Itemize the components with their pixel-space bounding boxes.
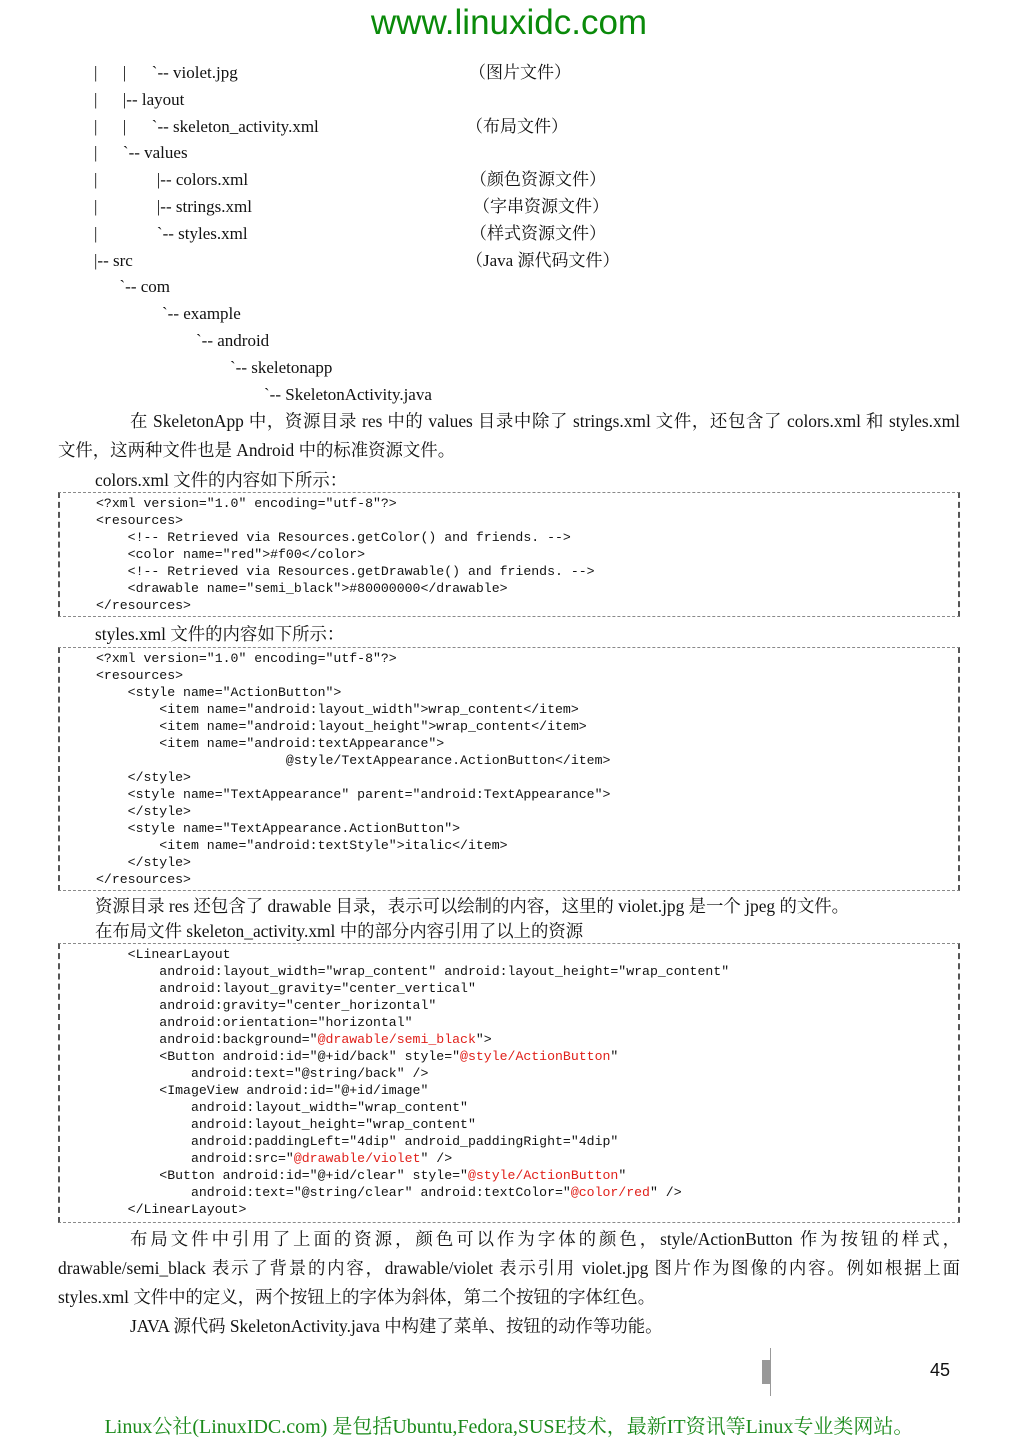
code-text: android:gravity="center_horizontal": [96, 998, 437, 1013]
code-text: <item name="android:layout_width">wrap_content</item>: [96, 702, 579, 717]
code-line: [96, 718, 958, 735]
code-text: <resources>: [96, 668, 184, 683]
code-text: </style>: [96, 770, 191, 785]
tree-row: [94, 355, 714, 382]
code-line: [96, 1099, 958, 1116]
code-line: [96, 1014, 958, 1031]
code-text: <drawable name="semi_black">#80000000</drawable>: [96, 581, 508, 596]
tree-comment: （字串资源文件）: [473, 196, 609, 216]
code-text: <LinearLayout: [96, 947, 231, 962]
code-line: [96, 752, 958, 769]
code-text: android:background=": [96, 1032, 318, 1047]
tree-row: [94, 194, 714, 221]
code-text: <style name="TextAppearance.ActionButton">: [96, 821, 461, 836]
code-text: <!-- Retrieved via Resources.getDrawable() and friends. -->: [96, 564, 595, 579]
tree-row: [94, 248, 714, 275]
tree-path: |-- src: [94, 250, 133, 270]
page-number: 45: [930, 1360, 951, 1380]
tree-comment: （布局文件）: [466, 116, 568, 136]
code-text: @style/TextAppearance.ActionButton</item>: [96, 753, 611, 768]
code-text: ">: [475, 1032, 492, 1047]
tree-path: | |-- layout: [94, 89, 185, 109]
tree-row: [94, 140, 714, 167]
code-text: android:layout_gravity="center_vertical": [96, 981, 476, 996]
tree-row: [94, 87, 714, 114]
code-text: android:text="@string/back" />: [96, 1066, 429, 1081]
colors-intro: colors.xml 文件的内容如下所示：: [95, 470, 348, 490]
code-reference: @drawable/violet: [293, 1151, 421, 1166]
code-reference: @style/ActionButton: [467, 1168, 619, 1183]
code-line: [96, 580, 958, 597]
code-text: </resources>: [96, 598, 191, 613]
tree-row: [94, 60, 714, 87]
code-line: [96, 650, 958, 667]
code-line: [96, 1048, 958, 1065]
code-line: [96, 546, 958, 563]
code-reference: @drawable/semi_black: [317, 1032, 476, 1047]
code-line: [96, 769, 958, 786]
code-line: [96, 512, 958, 529]
tree-path: `-- example: [94, 304, 241, 324]
code-line: [96, 597, 958, 614]
code-text: android:orientation="horizontal": [96, 1015, 413, 1030]
code-line: [96, 837, 958, 854]
code-text: <resources>: [96, 513, 184, 528]
code-line: [96, 786, 958, 803]
tree-comment: （图片文件）: [469, 63, 571, 82]
tree-row: [94, 114, 714, 141]
code-line: [96, 1082, 958, 1099]
code-text: android:layout_width="wrap_content": [96, 1100, 468, 1115]
code-line: [96, 667, 958, 684]
code-text: " />: [649, 1185, 682, 1200]
site-header: www.linuxidc.com: [370, 3, 648, 42]
tree-path: | |-- colors.xml: [94, 170, 249, 190]
tree-path: | | `-- violet.jpg: [94, 63, 238, 82]
code-line: [96, 1201, 958, 1218]
code-text: android:paddingLeft="4dip" android_paddingRight="4dip": [96, 1134, 619, 1149]
code-line: [96, 1133, 958, 1150]
tree-path: `-- SkeletonActivity.java: [94, 384, 432, 404]
directory-tree: [94, 60, 714, 408]
layout-intro: 在布局文件 skeleton_activity.xml 中的部分内容引用了以上的资源: [95, 921, 584, 941]
code-line: [96, 1031, 958, 1048]
code-text: android:layout_height="wrap_content": [96, 1117, 476, 1132]
page-rule: [770, 1348, 771, 1396]
tree-path: `-- android: [94, 330, 270, 350]
code-text: ": [610, 1049, 619, 1064]
intro-paragraph: 在 SkeletonApp 中，资源目录 res 中的 values 目录中除了 strings.xml 文件，还包含了 colors.xml 和 styles.xml 文件，这两种文件也是 Android 中的标准资源文件。: [58, 411, 960, 460]
styles-xml-code-block: [58, 647, 960, 891]
tree-path: | `-- values: [94, 143, 188, 163]
tree-row: [94, 167, 714, 194]
code-line: [96, 820, 958, 837]
code-text: </LinearLayout>: [96, 1202, 247, 1217]
code-text: <item name="android:textAppearance">: [96, 736, 445, 751]
code-line: [96, 946, 958, 963]
tree-path: | | `-- skeleton_activity.xml: [94, 116, 319, 136]
code-line: [96, 1167, 958, 1184]
page-marker: [762, 1360, 770, 1384]
code-line: [96, 1184, 958, 1201]
code-line: [96, 684, 958, 701]
tree-row: [94, 328, 714, 355]
code-reference: @color/red: [570, 1185, 650, 1200]
code-text: <!-- Retrieved via Resources.getColor() and friends. -->: [96, 530, 571, 545]
code-line: [96, 529, 958, 546]
tree-path: `-- skeletonapp: [94, 357, 333, 377]
code-line: [96, 735, 958, 752]
code-text: android:text="@string/clear" android:textColor=": [96, 1185, 571, 1200]
tree-path: `-- com: [94, 277, 171, 297]
colors-xml-code-block: [58, 492, 960, 617]
tree-comment: （样式资源文件）: [470, 223, 606, 243]
code-text: <style name="ActionButton">: [96, 685, 342, 700]
code-text: </style>: [96, 804, 191, 819]
tree-row: [94, 382, 714, 409]
layout-xml-code-block: [58, 943, 960, 1223]
code-text: <item name="android:layout_height">wrap_content</item>: [96, 719, 587, 734]
code-line: [96, 963, 958, 980]
code-line: [96, 495, 958, 512]
code-text: <Button android:id="@+id/clear" style=": [96, 1168, 468, 1183]
code-text: <Button android:id="@+id/back" style=": [96, 1049, 461, 1064]
code-line: [96, 1150, 958, 1167]
tree-row: [94, 274, 714, 301]
code-text: <?xml version="1.0" encoding="utf-8"?>: [96, 651, 397, 666]
code-line: [96, 980, 958, 997]
explanation-paragraph: 布局文件中引用了上面的资源，颜色可以作为字体的颜色，style/ActionButton 作为按钮的样式，drawable/semi_black 表示了背景的内容，drawable/violet 表示引用 violet.jpg 图片作为图像的内容。例如根据上面 styles.xml 文件中的定义，两个按钮上的字体为斜体，第二个按钮的字体红色。: [58, 1229, 960, 1307]
tree-comment: （Java 源代码文件）: [466, 250, 620, 270]
code-line: [96, 701, 958, 718]
code-text: " />: [420, 1151, 453, 1166]
styles-intro: styles.xml 文件的内容如下所示：: [95, 624, 345, 644]
code-text: <color name="red">#f00</color>: [96, 547, 366, 562]
code-line: [96, 854, 958, 871]
code-text: android:layout_width="wrap_content" android:layout_height="wrap_content": [96, 964, 730, 979]
code-line: [96, 803, 958, 820]
code-line: [96, 871, 958, 888]
code-text: <ImageView android:id="@+id/image": [96, 1083, 429, 1098]
code-line: [96, 563, 958, 580]
tree-path: | |-- strings.xml: [94, 196, 252, 216]
code-text: <?xml version="1.0" encoding="utf-8"?>: [96, 496, 397, 511]
code-line: [96, 997, 958, 1014]
code-text: <item name="android:textStyle">italic</item>: [96, 838, 508, 853]
code-text: </resources>: [96, 872, 191, 887]
tree-row: [94, 221, 714, 248]
drawable-note: 资源目录 res 还包含了 drawable 目录，表示可以绘制的内容，这里的 violet.jpg 是一个 jpeg 的文件。: [95, 896, 850, 916]
site-footer: Linux公社(LinuxIDC.com) 是包括Ubuntu,Fedora,SUSE技术，最新IT资讯等Linux专业类网站。: [104, 1416, 914, 1438]
tree-row: [94, 301, 714, 328]
java-note: JAVA 源代码 SkeletonActivity.java 中构建了菜单、按钮的动作等功能。: [130, 1316, 663, 1336]
code-reference: @style/ActionButton: [460, 1049, 611, 1064]
code-text: android:src=": [96, 1151, 294, 1166]
code-line: [96, 1116, 958, 1133]
tree-comment: （颜色资源文件）: [470, 170, 606, 190]
code-line: [96, 1065, 958, 1082]
code-text: ": [618, 1168, 627, 1183]
tree-path: | `-- styles.xml: [94, 223, 248, 243]
code-text: </style>: [96, 855, 191, 870]
code-text: <style name="TextAppearance" parent="android:TextAppearance">: [96, 787, 611, 802]
